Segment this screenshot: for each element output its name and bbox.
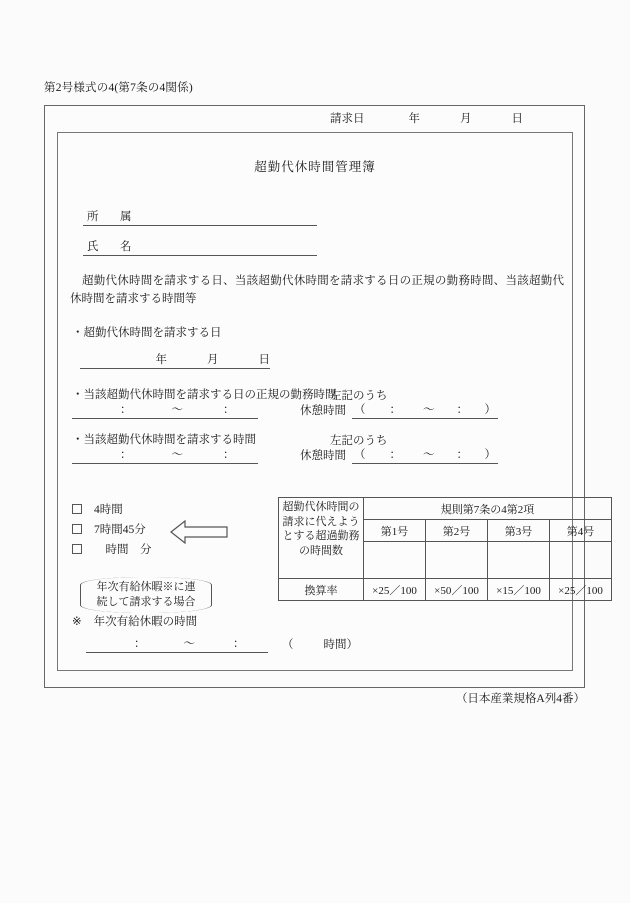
document-title: 超勤代休時間管理簿 (254, 160, 376, 174)
footnote-hours-unit: 時間） (323, 639, 358, 651)
regular-hours-range-input[interactable] (72, 401, 258, 419)
footnote-tilde: ～ (183, 638, 195, 650)
footnote-paren-open: （ (282, 639, 294, 651)
request-date-year-unit: 年 (408, 113, 420, 125)
regular-hours-sub-note: 左記のうち (330, 390, 388, 402)
table-row-group-header (279, 498, 612, 520)
footnote-range-input[interactable] (86, 635, 268, 653)
footnote-title-text: 年次有給休暇の時間 (93, 616, 198, 628)
checkbox-label-4hours: 4時間 (94, 504, 123, 516)
checkbox-icon[interactable] (72, 524, 82, 534)
table-row-rates (279, 579, 612, 601)
request-date-month-unit: 月 (460, 113, 472, 125)
claim-break-paren-close: ） (484, 449, 496, 461)
claim-break-paren-open: （ (354, 449, 366, 461)
checkbox-icon[interactable] (72, 544, 82, 554)
regular-hours-start-colon: ： (120, 404, 132, 416)
checkbox-label-custom: 時間 分 (94, 544, 152, 556)
claim-hours-start-colon: ： (120, 449, 132, 461)
field-name-label: 氏 名 (83, 238, 139, 256)
footnote-start-colon: ： (134, 638, 146, 650)
table-col-header-2: 第2号 (426, 520, 488, 542)
table-col-header-4: 第4号 (550, 520, 612, 542)
bullet-regular-hours: ・当該超勤代休時間を請求する日の正規の勤務時間 (72, 389, 337, 401)
checkbox-option-7h45m[interactable] (72, 521, 152, 537)
bracket-note-line2: 続して請求する場合 (96, 595, 196, 608)
bullet-claim-hours: ・当該超勤代休時間を請求する時間 (72, 434, 256, 446)
regular-hours-break-range-input[interactable] (352, 401, 498, 419)
regular-hours-tilde: ～ (171, 404, 183, 416)
table-entry-cell-2[interactable] (426, 542, 488, 579)
form-number-caption: 第2号様式の4(第7条の4関係) (44, 82, 193, 94)
claim-hours-end-colon: ： (223, 449, 235, 461)
field-affiliation-input[interactable] (139, 212, 317, 226)
claim-hours-tilde: ～ (171, 449, 183, 461)
bracket-note-line1: 年次有給休暇※に連 (96, 581, 196, 593)
regular-break-start-colon: ： (389, 404, 401, 416)
regular-hours-break-label: 休憩時間 (300, 405, 346, 417)
table-rate-cell-4: ×25／100 (550, 579, 612, 601)
request-date-label: 請求日 (330, 113, 365, 125)
footnote-mark: ※ (72, 616, 82, 628)
claim-hours-break-label: 休憩時間 (300, 450, 346, 462)
table-col-header-1: 第1号 (364, 520, 426, 542)
request-date-day-unit: 日 (511, 113, 523, 125)
conversion-rate-table (278, 497, 612, 601)
table-row-header-label: 超勤代休時間の請求に代えようとする超過勤務の時間数 (279, 498, 364, 579)
footnote-end-colon: ： (233, 638, 245, 650)
paper-spec-note: （日本産業規格A列4番） (455, 693, 585, 705)
duration-checkbox-group (72, 501, 196, 608)
request-date-row (330, 110, 570, 126)
footnote-hours-group (282, 636, 358, 653)
claim-date-day-unit: 日 (258, 354, 270, 366)
table-rate-cell-1: ×25／100 (364, 579, 426, 601)
lead-paragraph: 超勤代休時間を請求する日、当該超勤代休時間を請求する日の正規の勤務時間、当該超勤代休時間を請求する時間等 (70, 275, 564, 305)
claim-break-start-colon: ： (389, 449, 401, 461)
regular-hours-end-colon: ： (223, 404, 235, 416)
checkbox-label-7h45m: 7時間45分 (94, 524, 146, 536)
table-entry-cell-1[interactable] (364, 542, 426, 579)
footnote-title (72, 613, 358, 629)
field-affiliation-label: 所 属 (83, 208, 139, 226)
form-content-box (57, 132, 603, 671)
checkbox-icon[interactable] (72, 504, 82, 514)
table-rate-label: 換算率 (279, 579, 364, 601)
bracket-note (80, 577, 212, 613)
claim-hours-sub-note: 左記のうち (330, 435, 388, 447)
bullet-claim-date: ・超勤代休時間を請求する日 (72, 327, 222, 339)
field-name[interactable] (83, 238, 317, 256)
regular-break-paren-open: （ (354, 404, 366, 416)
checkbox-option-4hours[interactable] (72, 501, 152, 517)
table-entry-cell-3[interactable] (488, 542, 550, 579)
left-arrow-icon (170, 519, 228, 548)
field-name-input[interactable] (139, 242, 317, 256)
claim-date-month-unit: 月 (207, 354, 219, 366)
claim-hours-break-range-input[interactable] (352, 446, 498, 464)
table-rate-cell-3: ×15／100 (488, 579, 550, 601)
claim-break-tilde: ～ (423, 449, 435, 461)
regular-break-end-colon: ： (456, 404, 468, 416)
table-col-header-3: 第3号 (488, 520, 550, 542)
field-affiliation[interactable] (83, 208, 317, 226)
claim-date-entry-line[interactable] (80, 351, 270, 369)
table-entry-cell-4[interactable] (550, 542, 612, 579)
claim-date-year-unit: 年 (155, 354, 167, 366)
regular-break-tilde: ～ (423, 404, 435, 416)
claim-hours-range-input[interactable] (72, 446, 258, 464)
table-group-header: 規則第7条の4第2項 (364, 498, 612, 520)
regular-break-paren-close: ） (484, 404, 496, 416)
claim-break-end-colon: ： (456, 449, 468, 461)
footnote-block (72, 613, 358, 653)
footnote-range-row (86, 635, 358, 653)
table-rate-cell-2: ×50／100 (426, 579, 488, 601)
checkbox-option-custom[interactable] (72, 541, 152, 557)
